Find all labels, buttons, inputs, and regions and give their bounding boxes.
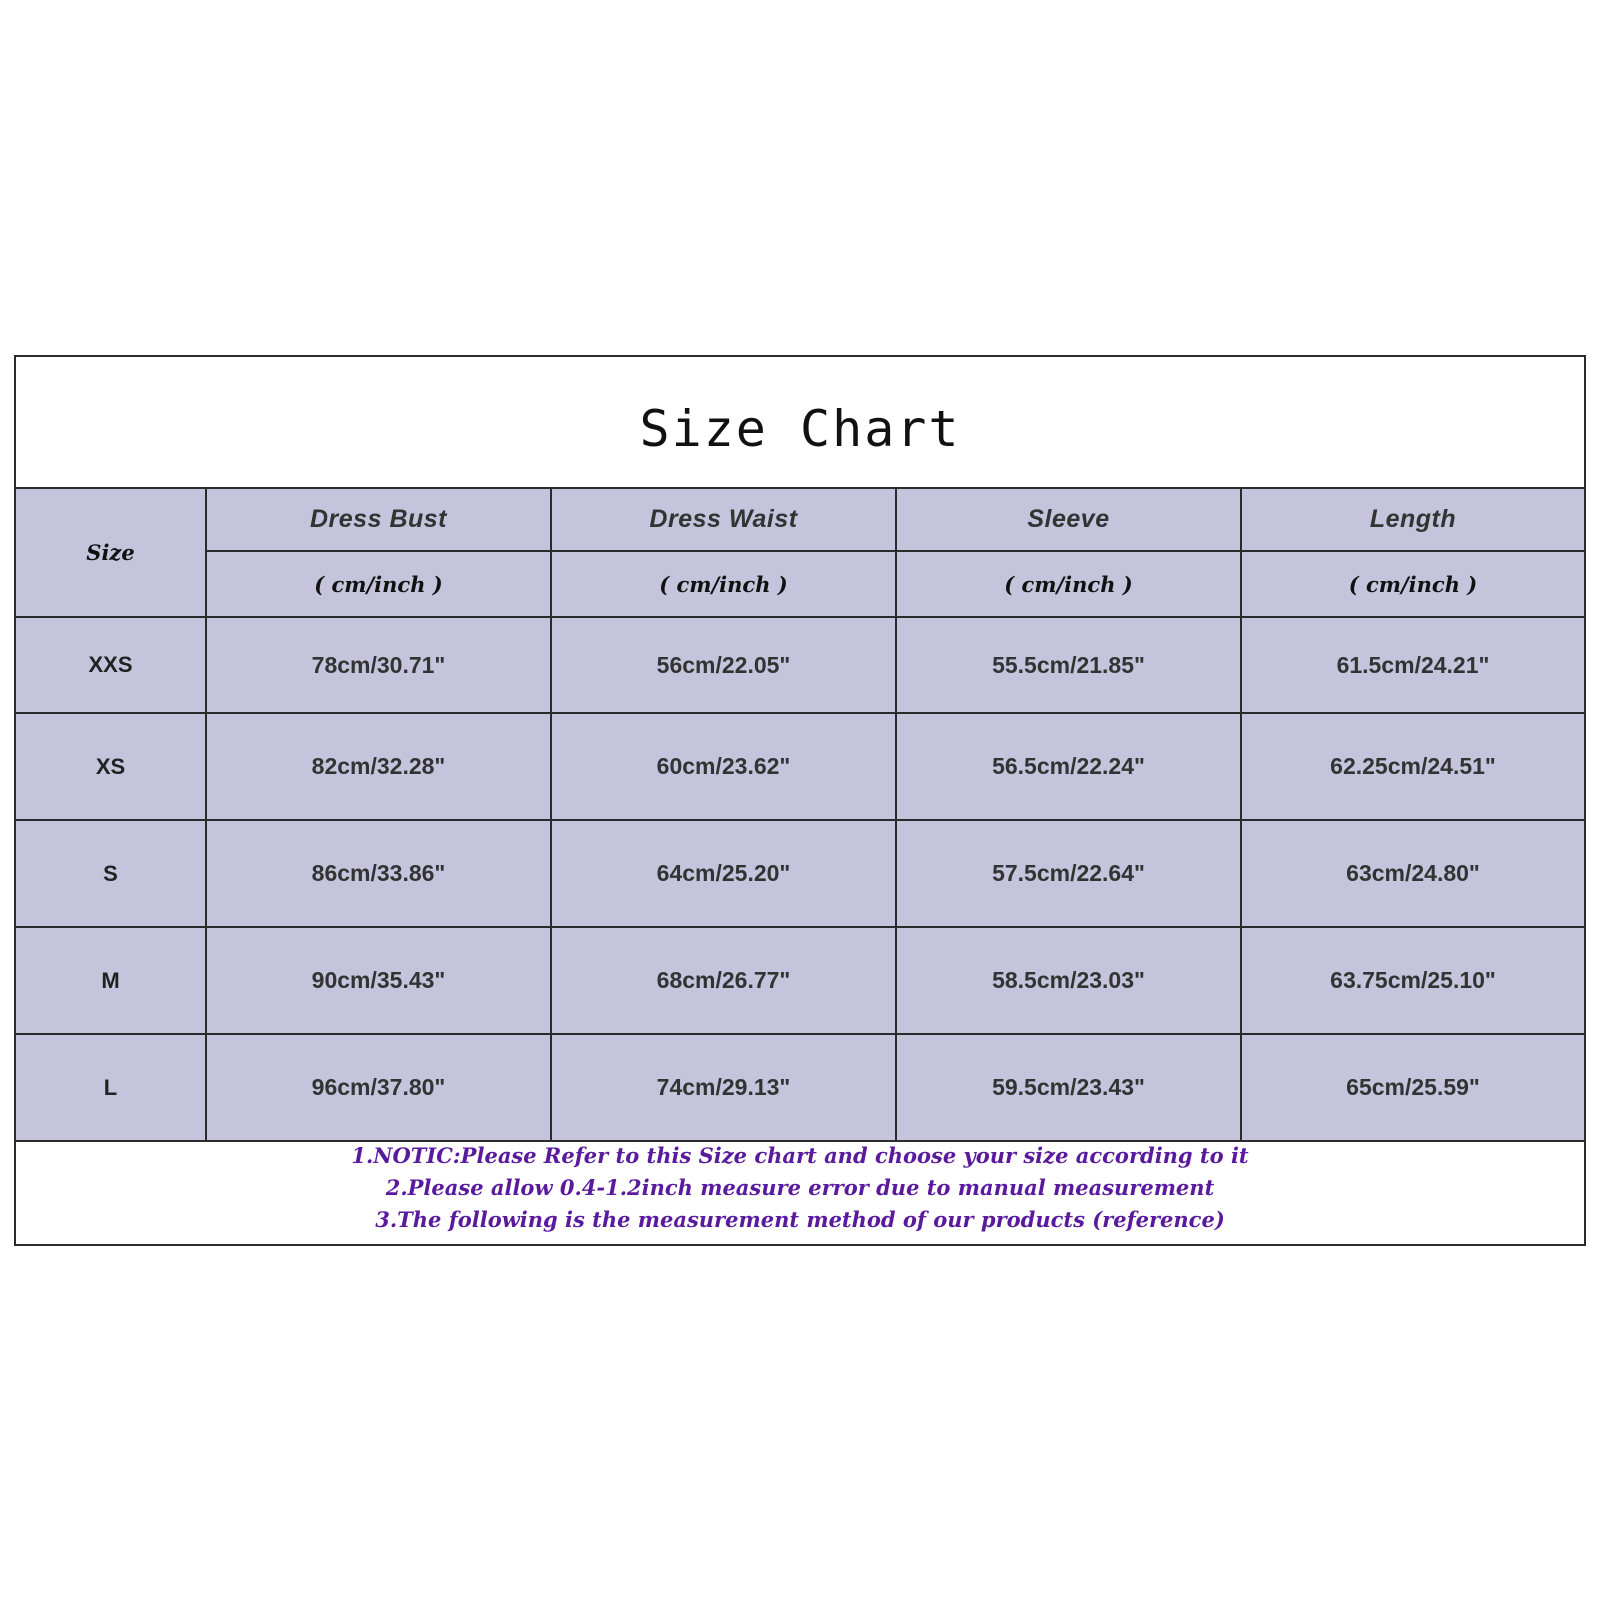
dress-bust-value: 82cm/32.28" — [311, 753, 446, 779]
size-cell — [16, 617, 206, 713]
value-cell — [551, 820, 896, 927]
size-label: S — [103, 860, 118, 886]
value-cell — [206, 820, 551, 927]
size-cell — [16, 1034, 206, 1141]
table-row — [16, 820, 1584, 927]
size-label: XS — [95, 753, 126, 779]
value-cell — [1241, 617, 1584, 713]
dress-waist-value: 64cm/25.20" — [656, 860, 791, 886]
size-header-cell — [16, 489, 206, 617]
length-value: 63cm/24.80" — [1346, 860, 1480, 886]
unit-label: ( cm/inch ) — [314, 571, 443, 597]
length-value: 65cm/25.59" — [1346, 1074, 1480, 1100]
value-cell — [896, 927, 1241, 1034]
size-label: XXS — [88, 652, 133, 677]
column-header — [551, 489, 896, 551]
size-header: Size — [86, 540, 135, 565]
value-cell — [206, 713, 551, 820]
unit-cell — [551, 551, 896, 617]
value-cell — [1241, 820, 1584, 927]
sleeve-value: 59.5cm/23.43" — [992, 1074, 1145, 1100]
value-cell — [896, 1034, 1241, 1141]
unit-row — [16, 551, 1584, 617]
unit-cell — [896, 551, 1241, 617]
size-label: L — [103, 1074, 118, 1100]
column-header — [206, 489, 551, 551]
size-cell — [16, 820, 206, 927]
column-header-label: Length — [1369, 505, 1457, 533]
unit-label: ( cm/inch ) — [1004, 571, 1133, 597]
value-cell — [551, 617, 896, 713]
column-header — [896, 489, 1241, 551]
size-cell — [16, 713, 206, 820]
table-row — [16, 617, 1584, 713]
value-cell — [1241, 713, 1584, 820]
value-cell — [551, 927, 896, 1034]
dress-waist-value: 68cm/26.77" — [656, 967, 791, 993]
unit-cell — [1241, 551, 1584, 617]
sleeve-value: 58.5cm/23.03" — [992, 967, 1145, 993]
value-cell — [206, 1034, 551, 1141]
note-line: 2.Please allow 0.4-1.2inch measure error due to manual measurement — [385, 1175, 1215, 1200]
column-header-label: Dress Waist — [649, 505, 798, 533]
value-cell — [206, 617, 551, 713]
dress-bust-value: 78cm/30.71" — [311, 651, 446, 678]
size-cell — [16, 927, 206, 1034]
value-cell — [896, 617, 1241, 713]
notes-section — [16, 1132, 1584, 1244]
table-row — [16, 713, 1584, 820]
sleeve-value: 57.5cm/22.64" — [992, 860, 1145, 886]
title-row — [16, 357, 1584, 489]
chart-title: Size Chart — [639, 400, 961, 458]
length-value: 63.75cm/25.10" — [1330, 967, 1496, 993]
value-cell — [1241, 927, 1584, 1034]
table-row — [16, 927, 1584, 1034]
value-cell — [896, 713, 1241, 820]
column-header — [1241, 489, 1584, 551]
dress-waist-value: 74cm/29.13" — [656, 1074, 791, 1100]
size-table — [16, 489, 1584, 1142]
dress-waist-value: 56cm/22.05" — [656, 651, 791, 678]
length-value: 61.5cm/24.21" — [1336, 651, 1490, 678]
value-cell — [1241, 1034, 1584, 1141]
value-cell — [896, 820, 1241, 927]
size-chart — [14, 355, 1586, 1246]
note-line: 1.NOTIC:Please Refer to this Size chart and choose your size according to it — [351, 1143, 1249, 1168]
sleeve-value: 56.5cm/22.24" — [992, 753, 1145, 779]
dress-waist-value: 60cm/23.62" — [656, 753, 791, 779]
unit-label: ( cm/inch ) — [1348, 571, 1478, 597]
value-cell — [551, 713, 896, 820]
column-header-label: Sleeve — [1027, 505, 1110, 533]
dress-bust-value: 86cm/33.86" — [311, 860, 446, 886]
table-row — [16, 1034, 1584, 1141]
value-cell — [551, 1034, 896, 1141]
note-line: 3.The following is the measurement method of our products (reference) — [375, 1207, 1225, 1232]
dress-bust-value: 90cm/35.43" — [311, 967, 446, 993]
column-header-label: Dress Bust — [310, 505, 447, 533]
header-row — [16, 489, 1584, 551]
dress-bust-value: 96cm/37.80" — [311, 1074, 446, 1100]
sleeve-value: 55.5cm/21.85" — [992, 651, 1145, 678]
value-cell — [206, 927, 551, 1034]
unit-label: ( cm/inch ) — [659, 571, 788, 597]
size-label: M — [101, 967, 120, 993]
length-value: 62.25cm/24.51" — [1330, 753, 1496, 779]
unit-cell — [206, 551, 551, 617]
